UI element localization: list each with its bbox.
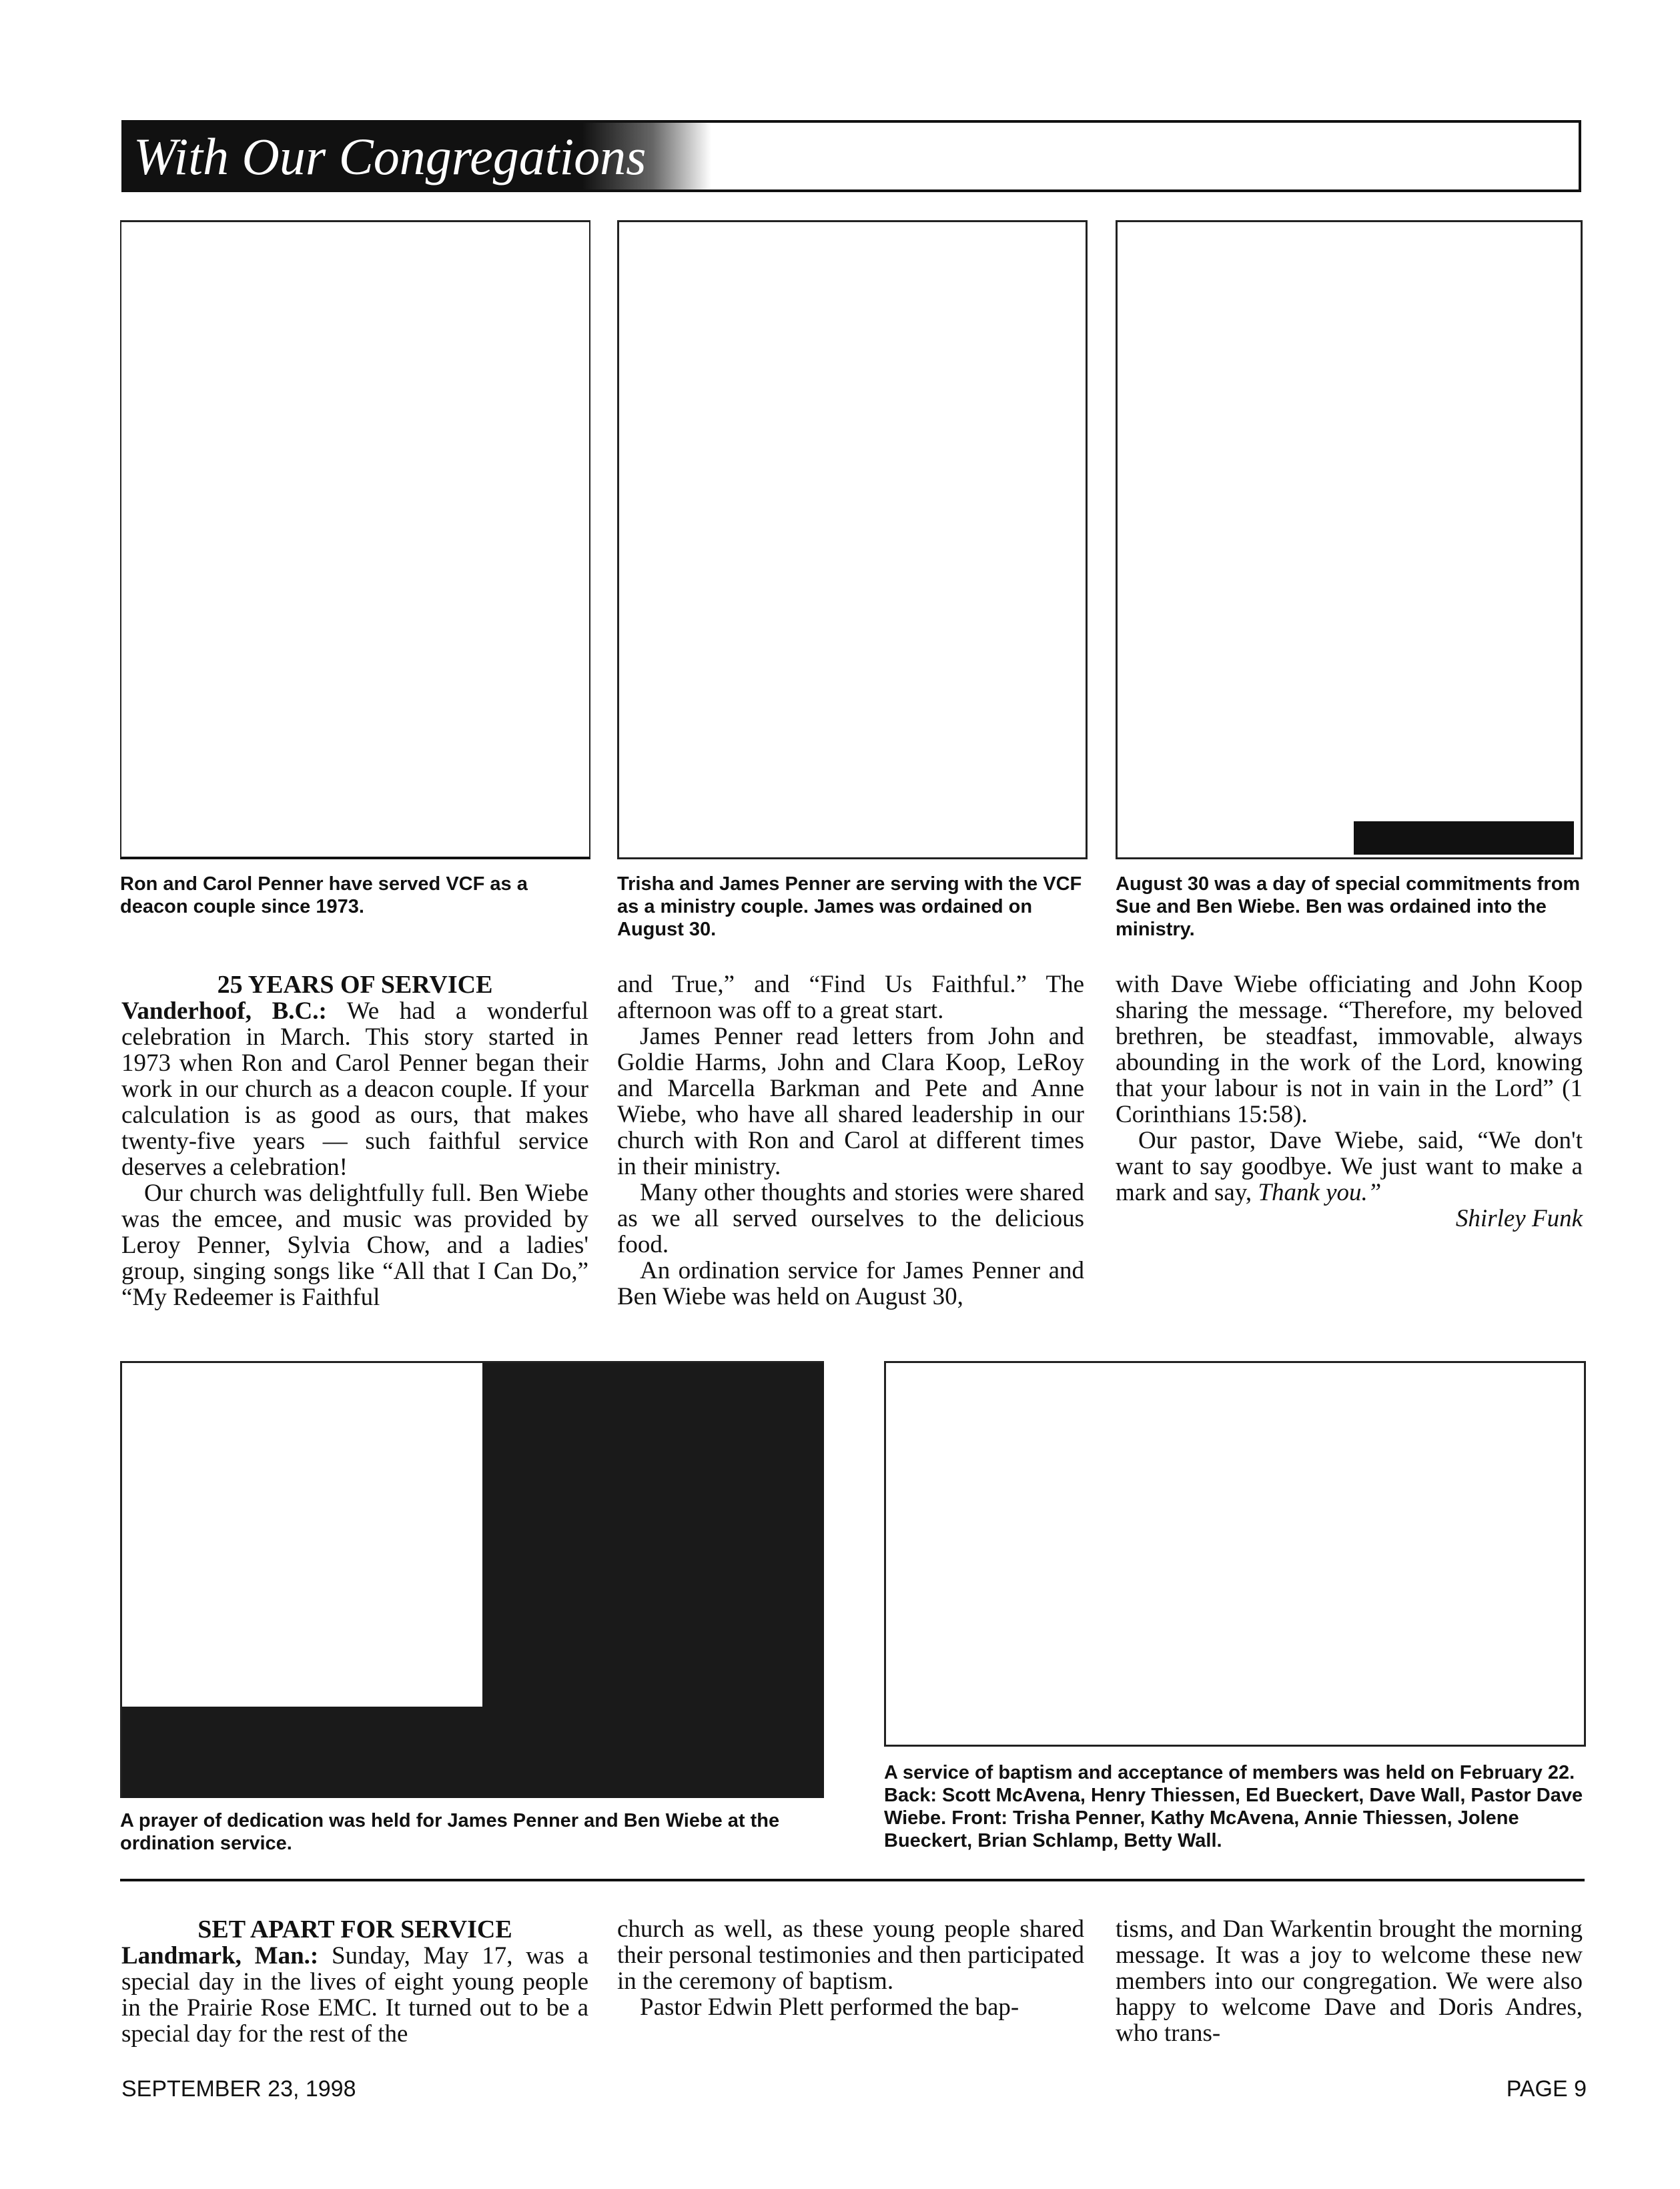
footer-date: SEPTEMBER 23, 1998	[121, 2076, 356, 2102]
caption-top-right: August 30 was a day of special commitments from Sue and Ben Wiebe. Ben was ordained into the ministry.	[1116, 873, 1581, 940]
article1-column1	[121, 971, 588, 1310]
article2-column1	[121, 1916, 588, 2047]
article2-column2	[617, 1916, 1084, 2020]
section-divider	[120, 1879, 1585, 1881]
photo-trisha-james-penner	[617, 220, 1088, 859]
article1-column3	[1116, 971, 1583, 1232]
banner-title: With Our Congregations	[133, 127, 647, 185]
footer-page-number: PAGE 9	[1506, 2076, 1587, 2102]
article1-p1: We had a wonderful celebration in March. This story started in 1973 when Ron and Carol Penner began their work in our church as a deacon couple. If your calculation is as good as ours, that makes twenty-five years — such faithful service deserves a celebration!	[121, 997, 588, 1181]
article1-headline: 25 YEARS OF SERVICE	[217, 971, 493, 999]
caption-baptism: A service of baptism and acceptance of members was held on February 22. Back: Scott McAvena, Henry Thiessen, Ed Bueckert, Dave Wall, Pastor Dave Wiebe. Front: Trisha Penner, Kathy McAvena, Annie Thiessen, Jolene Bueckert, Brian Schlamp, Betty Wall.	[884, 1762, 1583, 1851]
article2-p1: Sunday, May 17, was a special day in the lives of eight young people in the Prairie Rose EMC. It turned out to be a special day for the rest of the	[121, 1942, 588, 2048]
article1-p6: An ordination service for James Penner and Ben Wiebe was held on August 30,	[617, 1257, 1084, 1310]
article1-p5: Many other thoughts and stories were shared as we all served ourselves to the delicious food.	[617, 1179, 1084, 1258]
article1-signature: Shirley Funk	[1455, 1205, 1583, 1232]
article1-p8: Our pastor, Dave Wiebe, said, “We don't want to say goodbye. We just want to make a mark and say,	[1116, 1127, 1583, 1206]
article1-p2: Our church was delightfully full. Ben Wiebe was the emcee, and music was provided by Leroy Penner, Sylvia Chow, and a ladies' group, singing songs like “All that I Can Do,” “My Redeemer is Faithful	[121, 1180, 588, 1311]
article2-headline: SET APART FOR SERVICE	[197, 1915, 512, 1943]
photo-prayer-dark-floor	[122, 1707, 482, 1798]
article1-dateline: Vanderhoof, B.C.:	[121, 997, 327, 1025]
photo-sue-ben-wiebe	[1116, 220, 1583, 859]
photo-prayer-dark-area	[482, 1363, 824, 1798]
article1-p7: with Dave Wiebe officiating and John Koop sharing the message. “Therefore, my beloved brethren, be steadfast, immovable, always abounding in the work of the Lord, knowing that your labour is not in vain in the Lord” (1 Corinthians 15:58).	[1116, 971, 1583, 1128]
section-banner	[121, 120, 1581, 192]
article2-dateline: Landmark, Man.:	[121, 1942, 319, 1969]
photo-baptism-group	[884, 1361, 1586, 1747]
article1-p8-emphasis: Thank you.”	[1258, 1179, 1382, 1206]
caption-top-left: Ron and Carol Penner have served VCF as a deacon couple since 1973.	[120, 873, 528, 917]
photo-ron-carol-penner	[120, 220, 590, 859]
article2-p2: church as well, as these young people shared their personal testimonies and then participated in the ceremony of baptism.	[617, 1915, 1084, 1995]
article1-p4: James Penner read letters from John and Goldie Harms, John and Clara Koop, LeRoy and Marcella Barkman and Pete and Anne Wiebe, who have all shared leadership in our church with Ron and Carol at different times in their ministry.	[617, 1023, 1084, 1180]
photo-dark-corner	[1354, 821, 1574, 855]
caption-top-middle: Trisha and James Penner are serving with the VCF as a ministry couple. James was ordained on August 30.	[617, 873, 1082, 940]
caption-prayer: A prayer of dedication was held for James Penner and Ben Wiebe at the ordination service.	[120, 1810, 780, 1854]
article2-column3	[1116, 1916, 1583, 2046]
photo-prayer-dedication	[120, 1361, 824, 1798]
article2-p4: tisms, and Dan Warkentin brought the morning message. It was a joy to welcome these new members into our congregation. We were also happy to welcome Dave and Doris Andres, who trans-	[1116, 1915, 1583, 2047]
article1-column2	[617, 971, 1084, 1310]
article2-p3: Pastor Edwin Plett performed the bap-	[640, 1994, 1019, 2021]
article1-p3: and True,” and “Find Us Faithful.” The afternoon was off to a great start.	[617, 971, 1084, 1024]
